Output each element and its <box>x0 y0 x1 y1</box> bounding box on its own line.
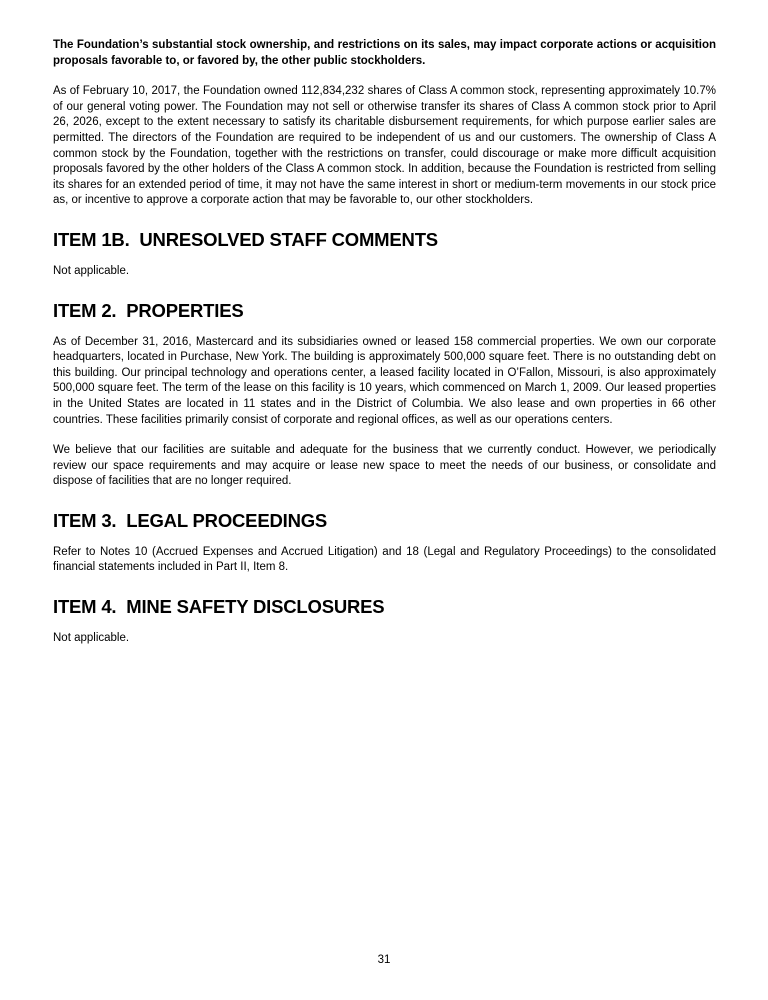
item-1b-not-applicable-text: Not applicable. <box>53 264 130 277</box>
item-4-not-applicable-text: Not applicable. <box>53 632 130 645</box>
foundation-ownership-paragraph: As of February 10, 2017, the Foundation owned 112,834,232 shares of Class A common stock, representing approximately 10.7% of our general voting power. The Foundation may not sell or otherwise transfer its shares of Class A common stock prior to April 26, 2026, except to the extent necessary to satisfy its charitable disbursement requirements, for which purpose earlier sales are permitted. The directors of the Foundation are required to be independent of us and our customers. The ownership of Class A common stock by the Foundation, together with the restrictions on transfer, could discourage or make more difficult acquisition proposals favored by the other holders of the Class A common stock. In addition, because the Foundation is restricted from selling its shares for an extended period of time, it may not have the same interest in short or medium-term movements in our stock price as, or incentive to approve a corporate action that may be favorable to, our other stockholders. <box>53 85 716 207</box>
heading-item-2-properties: ITEM 2. PROPERTIES <box>53 299 244 321</box>
page-number: 31 <box>377 954 391 966</box>
heading-item-3-legal-proceedings: ITEM 3. LEGAL PROCEEDINGS <box>53 509 328 531</box>
intro-bold-paragraph: The Foundation’s substantial stock ownership, and restrictions on its sales, may impact corporate actions or acquisition proposals favorable to, or favored by, the other public stockholders. <box>53 39 716 67</box>
properties-paragraph-2: We believe that our facilities are suitable and adequate for the business that we currently conduct. However, we periodically review our space requirements and may acquire or lease new space to meet the needs of our business, or consolidate and dispose of facilities that are no longer required. <box>53 444 716 488</box>
heading-item-1b-unresolved-staff-comments: ITEM 1B. UNRESOLVED STAFF COMMENTS <box>53 228 438 250</box>
document-content <box>53 38 716 662</box>
properties-paragraph-1: As of December 31, 2016, Mastercard and its subsidiaries owned or leased 158 commercial properties. We own our corporate headquarters, located in Purchase, New York. The building is approximately 500,000 square feet. There is no outstanding debt on this building. Our principal technology and operations center, a leased facility located in O’Fallon, Missouri, is also approximately 500,000 square feet. The term of the lease on this facility is 10 years, which commenced on March 1, 2009. Our leased properties in the United States are located in 11 states and in the District of Columbia. We also lease and own properties in 66 other countries. These facilities primarily consist of corporate and regional offices, as well as our operations centers. <box>53 335 716 426</box>
heading-item-4-mine-safety-disclosures: ITEM 4. MINE SAFETY DISCLOSURES <box>53 596 385 618</box>
legal-proceedings-paragraph: Refer to Notes 10 (Accrued Expenses and Accrued Litigation) and 18 (Legal and Regulatory Proceedings) to the consolidated financial statements included in Part II, Item 8. <box>53 545 716 574</box>
